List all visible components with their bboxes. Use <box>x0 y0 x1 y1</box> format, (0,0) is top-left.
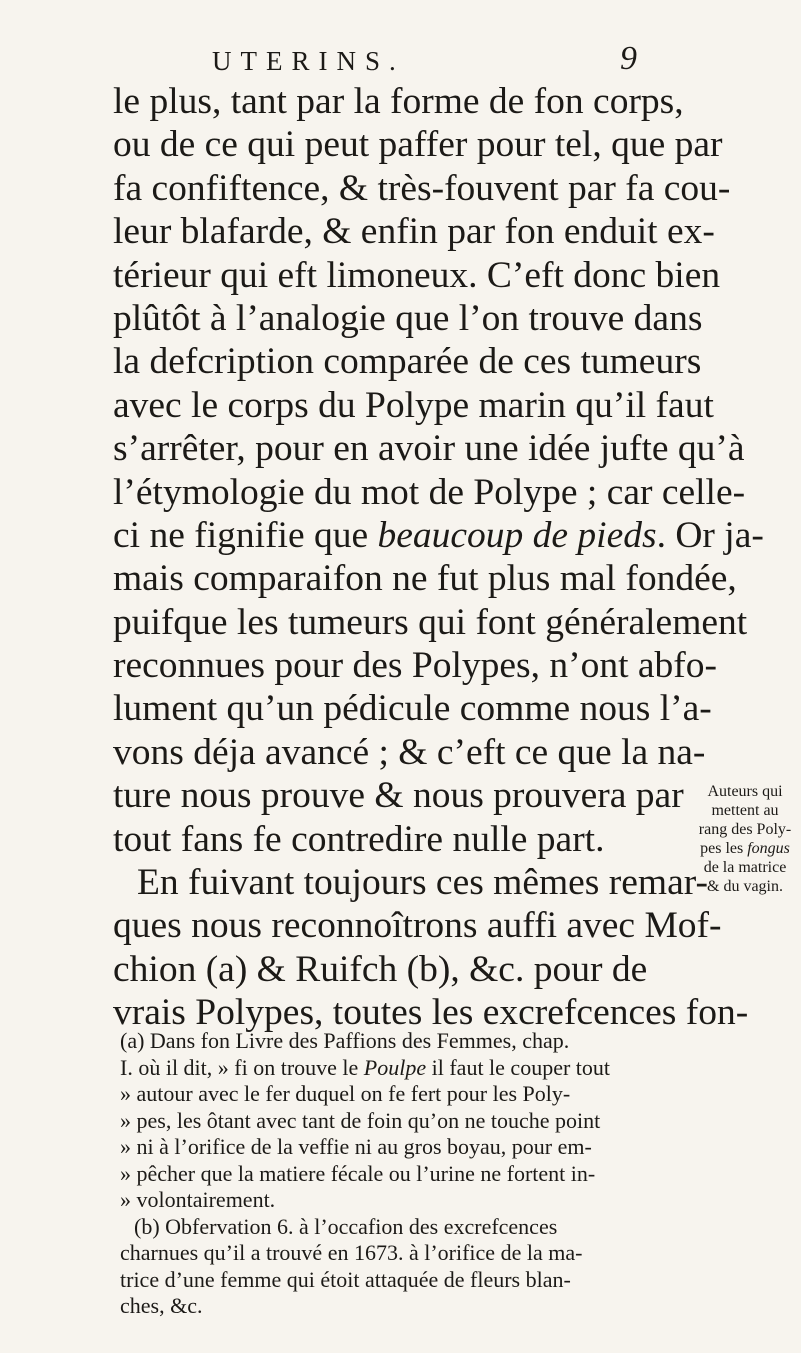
text-line <box>113 514 793 557</box>
text-line: mais comparaifon ne fut plus mal fondée, <box>113 558 737 600</box>
margin-note-emphasis: fongus <box>747 840 790 857</box>
text-line: plûtôt à l’analogie que l’on trouve dans <box>113 297 703 339</box>
text-line: l’étymologie du mot de Polype ; car celle- <box>113 471 746 513</box>
margin-note-text: pes les <box>700 840 744 857</box>
text-line: fa confiftence, & très-fouvent par fa cou- <box>113 167 731 209</box>
text-line: reconnues pour des Polypes, n’ont abfo- <box>113 645 718 687</box>
running-title: UTERINS. <box>212 46 405 76</box>
text-line: avec le corps du Polype marin qu’il faut <box>113 384 714 426</box>
footnote-line: (a) Dans fon Livre des Paffions des Femmes, chap. <box>120 1028 570 1053</box>
text-line: térieur qui eft limoneux. C’eft donc bien <box>113 254 721 296</box>
text-line: ture nous prouve & nous prouvera par <box>113 775 684 817</box>
text-line: vons déja avancé ; & c’eft ce que la na- <box>113 731 706 773</box>
text-span: ci ne fignifie que <box>113 514 369 556</box>
text-line: puifque les tumeurs qui font généralement <box>113 601 748 643</box>
footnotes <box>120 1028 780 1320</box>
footnote-line: » pes, les ôtant avec tant de foin qu’on ne touche point <box>120 1107 601 1133</box>
margin-note-line: rang des Poly- <box>698 821 792 838</box>
text-span: En fuivant toujours ces mêmes remar- <box>137 862 708 904</box>
footnote-line: » volontairement. <box>120 1187 276 1212</box>
footnote-text: I. où il dit, » fi on trouve le <box>120 1054 359 1080</box>
margin-note <box>690 782 800 896</box>
text-span: ques nous reconnoîtrons auffi avec Mof- <box>113 905 722 947</box>
margin-note-line: Auteurs qui <box>707 783 783 800</box>
footnote-line: trice d’une femme qui étoit attaquée de fleurs blan- <box>120 1266 571 1292</box>
text-span: vrais Polypes, toutes les excrefcences fon- <box>113 992 749 1034</box>
text-span: . Or ja- <box>656 514 764 556</box>
text-line: s’arrêter, pour en avoir une idée jufte qu’à <box>113 428 745 470</box>
footnote-line: ches, &c. <box>120 1293 203 1318</box>
footnote-text: il faut le couper tout <box>426 1054 611 1080</box>
footnote-line: » autour avec le fer duquel on fe fert pour les Poly- <box>120 1081 571 1106</box>
footnote-emphasis: Poulpe <box>363 1054 427 1080</box>
text-line: lument qu’un pédicule comme nous l’a- <box>113 688 712 730</box>
running-header <box>212 46 642 77</box>
text-line <box>113 948 793 991</box>
footnote-line: charnues qu’il a trouvé en 1673. à l’orifice de la ma- <box>120 1240 583 1265</box>
text-line: ou de ce qui peut paffer pour tel, que par <box>113 124 723 166</box>
margin-note-line <box>690 839 800 858</box>
margin-note-line: & du vagin. <box>707 878 783 895</box>
text-line: leur blafarde, & enfin par fon enduit ex- <box>113 211 715 253</box>
footnote-line: (b) Obfervation 6. à l’occafion des excrefcences <box>134 1213 558 1239</box>
footnote-line: » pêcher que la matiere fécale ou l’urine ne fortent in- <box>120 1160 596 1186</box>
footnote-line: » ni à l’orifice de la veffie ni au gros boyau, pour em- <box>120 1134 592 1159</box>
margin-note-line: mettent au <box>711 802 779 819</box>
text-line: le plus, tant par la forme de fon corps, <box>113 81 684 122</box>
emphasis-text: beaucoup de pieds <box>377 514 657 556</box>
margin-note-line: de la matrice <box>703 859 787 876</box>
text-line <box>113 904 793 947</box>
footnote-line <box>120 1055 780 1082</box>
page-number: 9 <box>620 40 637 77</box>
text-line: tout fans fe contredire nulle part. <box>113 818 605 860</box>
text-span: chion (a) & Ruifch (b), &c. pour de <box>113 948 648 990</box>
text-line: la defcription comparée de ces tumeurs <box>113 341 702 383</box>
